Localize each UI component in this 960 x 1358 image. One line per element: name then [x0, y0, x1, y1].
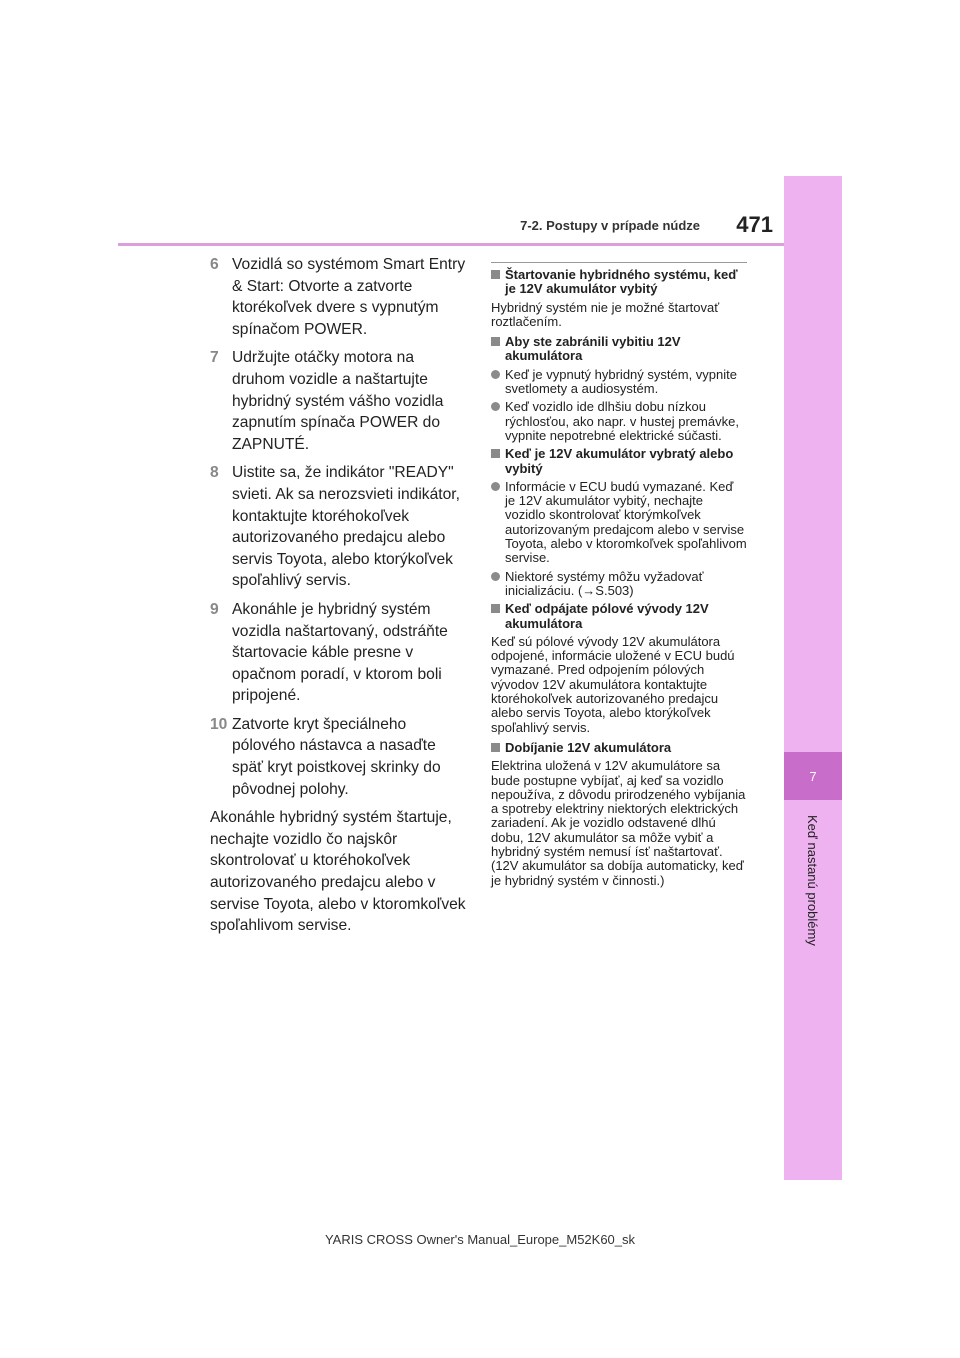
subheading-text: Keď odpájate pólové vývody 12V akumulátora	[505, 601, 709, 631]
square-bullet-icon	[491, 337, 500, 346]
circle-bullet-icon	[491, 572, 500, 581]
step-number: 10	[210, 715, 228, 733]
page-number: 471	[736, 212, 773, 237]
footer-manual-id: YARIS CROSS Owner's Manual_Europe_M52K60_sk	[324, 1232, 636, 1247]
step-item	[210, 347, 468, 455]
body-paragraph: Hybridný systém nie je možné štartovať roztlačením.	[491, 299, 720, 329]
subheading	[491, 447, 747, 476]
square-bullet-icon	[491, 743, 500, 752]
right-column-rule	[491, 262, 747, 263]
square-bullet-icon	[491, 449, 500, 458]
chapter-side-tab	[784, 176, 842, 1180]
step-text: Akonáhle je hybridný systém vozidla naštartovaný, odstráňte štartovacie káble presne v opačnom poradí, v ktorom boli pripojené.	[232, 600, 448, 705]
step-text: Vozidlá so systémom Smart Entry & Start: Otvorte a zatvorte ktorékoľvek dvere s vypnutým spínačom POWER.	[232, 256, 466, 338]
body-paragraph: Keď sú pólové vývody 12V akumulátora odpojené, informácie uložené v ECU budú vymazané. Pred odpojením pólových vývodov 12V akumulátora kontaktujte ktoréhokoľvek autorizovaného predajcu alebo servis Toyota, alebo ktorýkoľvek spoľahlivý servis.	[491, 633, 735, 735]
header-rule	[118, 243, 784, 246]
circle-bullet-icon	[491, 482, 500, 491]
bullet-text: Keď je vypnutý hybridný systém, vypnite svetlomety a audiosystém.	[505, 366, 737, 397]
step-text: Udržujte otáčky motora na druhom vozidle a naštartujte hybridný systém vášho vozidla zapnutím spínača POWER do ZAPNUTÉ.	[232, 349, 444, 453]
step-number: 8	[210, 464, 219, 482]
step-item	[210, 462, 468, 592]
step-number: 9	[210, 600, 219, 618]
bullet-item	[491, 400, 747, 443]
subheading-text: Aby ste zabránili vybitiu 12V akumulátora	[505, 334, 681, 364]
bullet-item	[491, 480, 747, 566]
chapter-number-badge: 7	[784, 752, 842, 800]
subheading-text: Dobíjanie 12V akumulátora	[505, 739, 672, 755]
body-paragraph: Elektrina uložená v 12V akumulátore sa bude postupne vybíjať, aj keď sa vozidlo nepoužíva, z dôvodu prirodzeného vybíjania a spotreby elektriny niektorých elektrických zariadení. Ak je vozidlo odstavené dlhú dobu, 12V akumulátor sa môže vybiť a hybridný systém nemusí ísť naštartovať. (12V akumulátor sa dobíja automaticky, keď je hybridný systém v činnosti.)	[491, 758, 746, 888]
right-column	[491, 262, 747, 894]
left-column	[210, 254, 468, 937]
subheading	[491, 602, 747, 631]
subheading-text: Štartovanie hybridného systému, keď je 12V akumulátor vybitý	[505, 267, 738, 297]
bullet-item	[491, 570, 747, 599]
step-item	[210, 714, 468, 800]
closing-paragraph: Akonáhle hybridný systém štartuje, nechajte vozidlo čo najskôr skontrolovať u ktoréhokoľvek autorizovaného predajcu alebo v servise Toyota, alebo v ktoromkoľvek spoľahlivom servise.	[210, 809, 466, 935]
square-bullet-icon	[491, 270, 500, 279]
section-title: 7-2. Postupy v prípade núdze	[520, 218, 700, 233]
step-item	[210, 254, 468, 340]
subheading-text: Keď je 12V akumulátor vybratý alebo vybitý	[505, 446, 734, 476]
subheading	[491, 335, 747, 364]
step-item	[210, 599, 468, 707]
bullet-text: Informácie v ECU budú vymazané. Keď je 12V akumulátor vybitý, nechajte vozidlo skontrolovať ktorýmkoľvek autorizovaným predajcom alebo v servise Toyota, alebo v ktoromkoľvek spoľahlivom servise.	[505, 478, 747, 566]
chapter-title-vertical: Keď nastanú problémy	[805, 815, 820, 946]
step-text: Zatvorte kryt špeciálneho pólového nástavca a nasaďte späť kryt poistkovej skrinky do pôvodnej polohy.	[232, 715, 441, 798]
step-text: Uistite sa, že indikátor "READY" svieti. Ak sa nerozsvieti indikátor, kontaktujte ktoréhokoľvek autorizovaného predajcu alebo servis Toyota, alebo ktorýkoľvek spoľahlivý servis.	[232, 464, 460, 590]
circle-bullet-icon	[491, 402, 500, 411]
circle-bullet-icon	[491, 370, 500, 379]
step-number: 7	[210, 349, 219, 367]
square-bullet-icon	[491, 604, 500, 613]
bullet-text: Niektoré systémy môžu vyžadovať inicializáciu. (→S.503)	[505, 568, 704, 598]
subheading	[491, 741, 747, 755]
subheading	[491, 268, 747, 297]
bullet-item	[491, 368, 747, 397]
step-number: 6	[210, 256, 219, 273]
bullet-text: Keď vozidlo ide dlhšiu dobu nízkou rýchlosťou, ako napr. v hustej premávke, vypnite nepotrebné elektrické súčasti.	[505, 399, 739, 443]
